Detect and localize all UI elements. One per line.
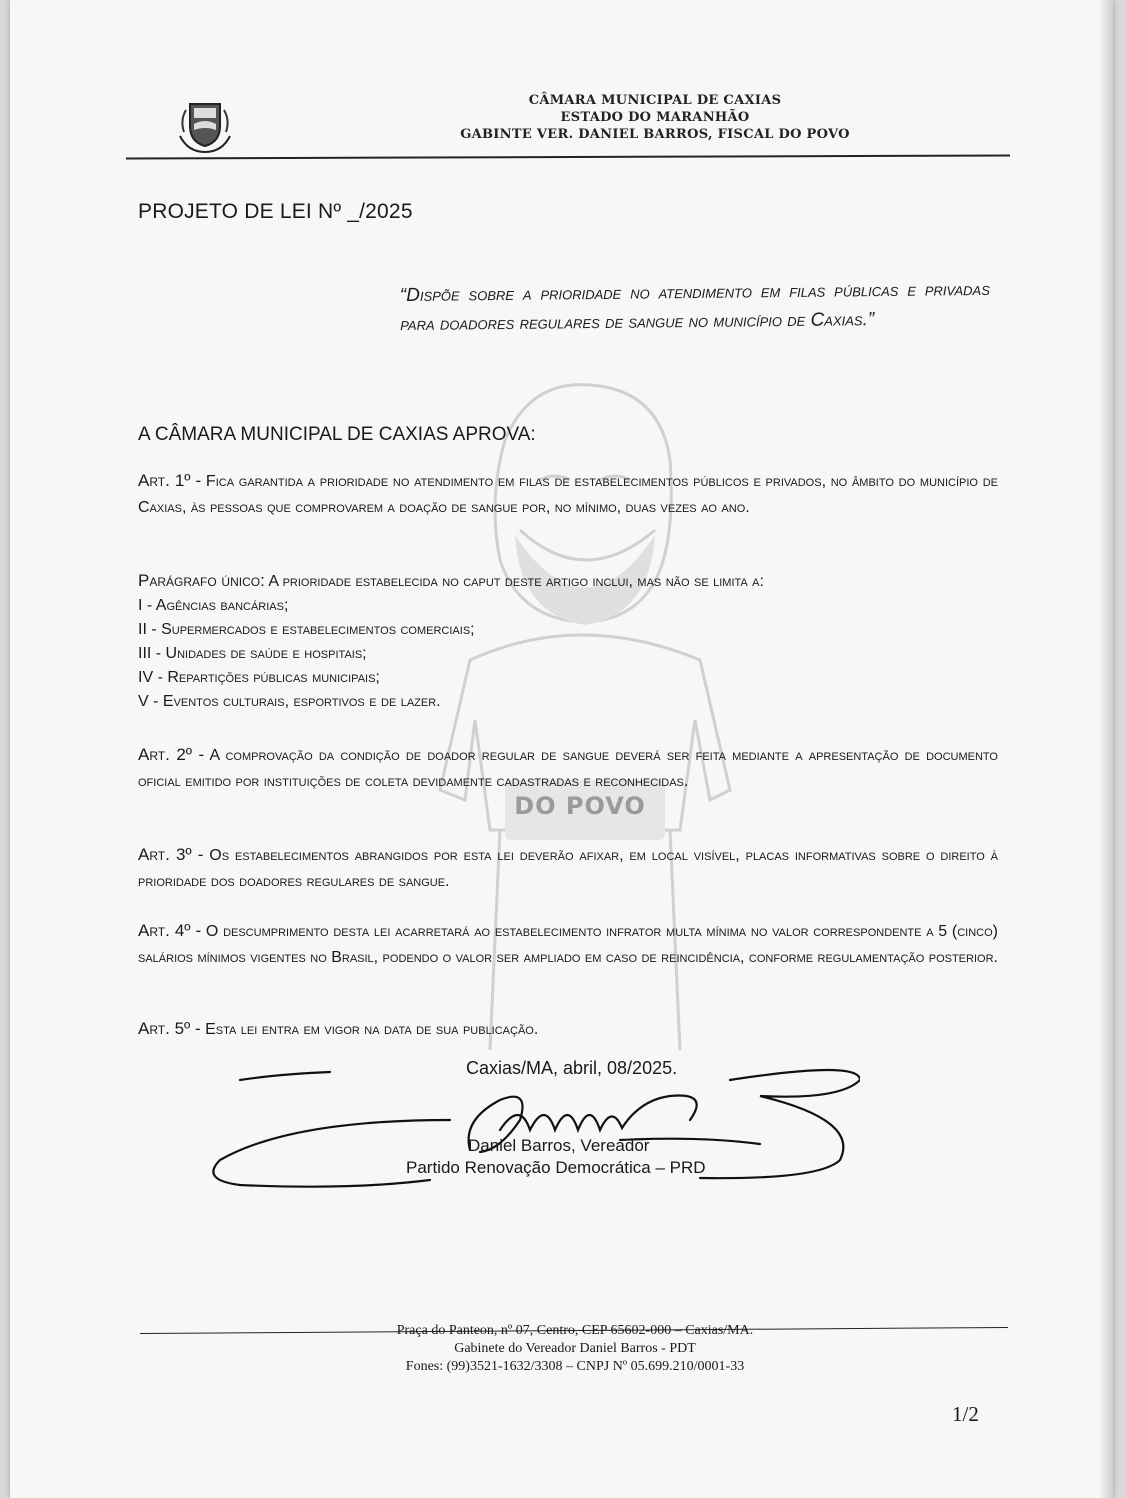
- article-3: [138, 842, 998, 895]
- article-5-label: Art. 5º -: [138, 1019, 201, 1038]
- approval-heading: A CÂMARA MUNICIPAL DE CAXIAS APROVA:: [138, 424, 536, 445]
- article-5: [138, 1016, 998, 1043]
- date-line: Caxias/MA, abril, 08/2025.: [466, 1058, 678, 1078]
- bill-summary: “Dispõe sobre a prioridade no atendimento em filas públicas e privadas para doadores regulares de sangue no município de Caxias.”: [399, 278, 990, 336]
- page-number: 1/2: [952, 1402, 979, 1426]
- footer-contact: Fones: (99)3521-1632/3308 – CNPJ Nº 05.699.210/0001-33: [405, 1359, 745, 1374]
- footer-address: Praça do Panteon, nº 07, Centro, CEP 65602-000 – Caxias/MA.: [396, 1323, 754, 1338]
- article-1-text: Fica garantida a prioridade no atendimento em filas de estabelecimentos públicos e privados, no âmbito do município de Caxias, às pessoas que comprovarem a doação de sangue por, no mínimo, duas vezes ao ano.: [138, 473, 998, 516]
- list-item: I - Agências bancárias;: [138, 597, 289, 614]
- header-divider: [126, 154, 1010, 159]
- article-5-text: Esta lei entra em vigor na data de sua publicação.: [200, 1021, 539, 1038]
- footer-office: Gabinete do Vereador Daniel Barros - PDT: [454, 1341, 696, 1356]
- article-3-text: Os estabelecimentos abrangidos por esta lei deverão afixar, em local visível, placas informativas sobre o direito à prioridade dos doadores regulares de sangue.: [138, 847, 998, 890]
- article-1-label: Art. 1º -: [138, 471, 202, 490]
- header-chamber: CÂMARA MUNICIPAL DE CAXIAS: [528, 93, 782, 108]
- signer-party: Partido Renovação Democrática – PRD: [406, 1158, 706, 1177]
- list-item: IV - Repartições públicas municipais;: [138, 669, 380, 686]
- list-item: II - Supermercados e estabelecimentos comerciais;: [138, 621, 475, 638]
- article-2-label: Art. 2º -: [138, 745, 205, 764]
- list-item: III - Unidades de saúde e hospitais;: [138, 645, 367, 662]
- article-2: [138, 742, 998, 795]
- paragraph-text: A prioridade estabelecida no caput deste artigo inclui, mas não se limita a:: [264, 573, 764, 590]
- header-state: ESTADO DO MARANHÃO: [560, 110, 750, 125]
- municipal-crest-logo: [176, 96, 234, 154]
- footer: [310, 1322, 840, 1376]
- watermark-text: DO POVO: [514, 792, 646, 820]
- paragraph-label: Parágrafo único:: [138, 571, 265, 590]
- paragraph-unique: [138, 568, 998, 595]
- article-4: [138, 918, 998, 971]
- header-office: GABINTE VER. DANIEL BARROS, FISCAL DO POVO: [460, 127, 850, 142]
- article-4-label: Art. 4º -: [138, 921, 202, 940]
- document-page: [10, 0, 1113, 1498]
- signer-name: Daniel Barros, Vereador: [468, 1136, 650, 1155]
- article-4-text: O descumprimento desta lei acarretará ao estabelecimento infrator multa mínima no valor correspondente a 5 (cinco) salários mínimos vigentes no Brasil, podendo o valor ser ampliado em caso de reincidência, conforme regulamentação posterior.: [138, 923, 998, 966]
- article-2-text: A comprovação da condição de doador regular de sangue deverá ser feita mediante a apresentação de documento oficial emitido por instituições de coleta devidamente cadastradas e reconhecidas.: [138, 747, 998, 790]
- article-3-label: Art. 3º -: [138, 845, 204, 864]
- priority-list: [138, 594, 475, 714]
- header: [390, 92, 920, 143]
- page-edge-shadow: [1099, 0, 1113, 1498]
- bill-title: PROJETO DE LEI Nº _/2025: [138, 200, 413, 223]
- article-1: [138, 468, 998, 521]
- list-item: V - Eventos culturais, esportivos e de lazer.: [138, 693, 441, 710]
